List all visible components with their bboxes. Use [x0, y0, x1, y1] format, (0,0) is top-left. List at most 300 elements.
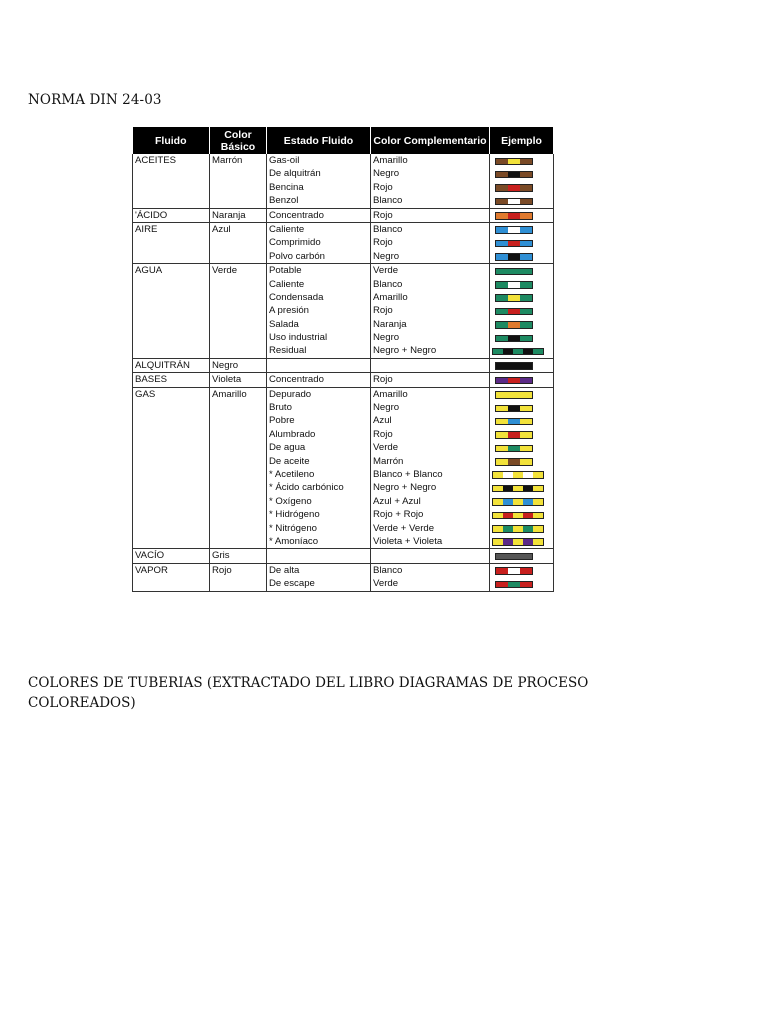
pipe-color-bar	[492, 471, 544, 479]
color-band	[508, 322, 520, 328]
pipe-example-swatch	[490, 388, 553, 401]
estado-fluido-label: De agua	[269, 442, 306, 454]
header-fluido: Fluido	[133, 127, 210, 154]
pipe-example-swatch	[490, 564, 553, 577]
color-band	[493, 486, 503, 492]
estado-fluido-label: Caliente	[269, 278, 305, 290]
color-basico-cell	[210, 222, 267, 263]
color-band	[508, 336, 520, 342]
header-color-basico: Color Básico	[210, 127, 267, 154]
pipe-color-bar	[495, 158, 533, 166]
ejemplo-cell	[490, 387, 554, 549]
color-complementario-label: Blanco	[373, 223, 403, 235]
estado-fluido-label: Gas-oil	[269, 155, 300, 166]
color-band	[508, 419, 520, 425]
color-band	[508, 406, 520, 412]
color-basico-label: Amarillo	[212, 388, 247, 400]
color-band	[520, 241, 532, 247]
color-complementario-label: Negro	[373, 402, 400, 414]
color-complementario-label: Azul + Azul	[373, 495, 421, 507]
color-basico-cell	[210, 563, 267, 591]
color-band	[520, 295, 532, 301]
fluido-cell	[133, 358, 210, 372]
pipe-example-swatch	[490, 223, 553, 236]
color-complementario-cell	[371, 563, 490, 591]
estado-fluido-label: De alquitrán	[269, 168, 321, 180]
estado-fluido-label	[269, 359, 368, 372]
pipe-example-swatch	[490, 481, 553, 494]
color-band	[513, 486, 523, 492]
color-complementario-label: Negro + Negro	[373, 482, 437, 494]
color-band	[513, 472, 523, 478]
color-band	[513, 499, 523, 505]
color-band	[520, 185, 532, 191]
estado-fluido-cell	[267, 373, 371, 387]
color-complementario-label: Blanco	[373, 564, 403, 576]
color-complementario-label: Verde + Verde	[373, 522, 435, 534]
pipe-color-bar	[495, 335, 533, 343]
color-band	[493, 349, 503, 355]
color-band	[496, 432, 508, 438]
color-band	[496, 213, 508, 219]
color-basico-label: Azul	[212, 223, 231, 235]
color-complementario-label: Marrón	[373, 455, 404, 467]
table-row	[133, 222, 554, 263]
color-band	[496, 336, 508, 342]
estado-fluido-label	[269, 549, 368, 562]
color-basico-label: Violeta	[212, 374, 242, 386]
pipe-color-bar	[495, 553, 533, 561]
table-row	[133, 208, 554, 222]
estado-fluido-label: * Acetileno	[269, 468, 315, 480]
pipe-example-swatch	[490, 304, 553, 317]
fluido-cell	[133, 264, 210, 359]
color-band	[496, 254, 508, 260]
color-complementario-cell	[371, 222, 490, 263]
color-band	[503, 539, 513, 545]
estado-fluido-label: De alta	[269, 564, 300, 576]
color-complementario-label: Blanco	[373, 278, 403, 290]
estado-fluido-cell	[267, 563, 371, 591]
color-band	[513, 349, 523, 355]
color-band	[496, 159, 508, 165]
color-band	[508, 172, 520, 178]
color-band	[520, 378, 532, 384]
table-row	[133, 264, 554, 359]
color-band	[496, 172, 508, 178]
color-band	[523, 472, 533, 478]
color-band	[503, 349, 513, 355]
pipe-example-swatch	[490, 194, 553, 207]
color-band	[520, 159, 532, 165]
pipe-color-bar	[495, 405, 533, 413]
ejemplo-cell	[490, 373, 554, 387]
pipe-example-swatch	[490, 278, 553, 291]
pipe-color-bar	[495, 362, 533, 370]
color-band	[496, 185, 508, 191]
table-row	[133, 358, 554, 372]
color-complementario-label: Negro	[373, 332, 400, 344]
color-band	[496, 378, 508, 384]
color-band	[496, 582, 508, 588]
pipe-color-bar	[495, 377, 533, 385]
color-band	[508, 282, 520, 288]
color-band	[508, 309, 520, 315]
color-band	[508, 295, 520, 301]
color-band	[496, 392, 508, 398]
color-band	[496, 322, 508, 328]
pipe-color-bar	[495, 171, 533, 179]
estado-fluido-label: * Amoníaco	[269, 535, 319, 547]
fluido-label: BASES	[135, 374, 167, 386]
pipe-color-bar	[495, 198, 533, 206]
color-band	[496, 227, 508, 233]
color-band	[508, 185, 520, 191]
fluido-label: ACEITES	[135, 155, 177, 166]
pipe-color-bar	[495, 253, 533, 261]
color-basico-cell	[210, 208, 267, 222]
color-band	[520, 269, 532, 275]
color-band	[496, 554, 532, 560]
ejemplo-cell	[490, 549, 554, 563]
estado-fluido-label: Condensada	[269, 291, 324, 303]
pipe-color-bar	[492, 485, 544, 493]
color-band	[496, 295, 508, 301]
pipe-color-bar	[495, 212, 533, 220]
color-band	[533, 539, 543, 545]
color-basico-cell	[210, 264, 267, 359]
color-band	[508, 568, 520, 574]
pipe-example-swatch	[490, 549, 553, 562]
pipe-example-swatch	[490, 468, 553, 481]
color-band	[520, 336, 532, 342]
pipe-color-bar	[495, 445, 533, 453]
pipe-example-swatch	[490, 291, 553, 304]
color-band	[520, 282, 532, 288]
color-complementario-cell	[371, 208, 490, 222]
color-complementario-label: Negro + Negro	[373, 345, 437, 357]
estado-fluido-label: Bruto	[269, 402, 292, 414]
color-complementario-label: Rojo	[373, 305, 393, 317]
estado-fluido-label: Depurado	[269, 388, 312, 400]
document-caption: COLORES DE TUBERIAS (EXTRACTADO DEL LIBRO DIAGRAMAS DE PROCESO COLOREADOS)	[28, 675, 589, 711]
fluido-label: GAS	[135, 388, 156, 400]
color-complementario-label: Rojo	[373, 237, 393, 249]
estado-fluido-label: Pobre	[269, 415, 295, 427]
color-basico-cell	[210, 387, 267, 549]
color-band	[493, 513, 503, 519]
color-band	[496, 406, 508, 412]
estado-fluido-label: * Hidrógeno	[269, 509, 320, 521]
pipe-color-bar	[495, 321, 533, 329]
color-band	[520, 213, 532, 219]
pipe-example-swatch	[490, 167, 553, 180]
color-complementario-label: Rojo	[373, 428, 393, 440]
color-basico-cell	[210, 358, 267, 372]
pipe-color-bar	[495, 581, 533, 589]
pipe-color-bar	[492, 512, 544, 520]
color-basico-label: Marrón	[212, 155, 243, 166]
color-complementario-label: Verde	[373, 578, 399, 590]
estado-fluido-cell	[267, 208, 371, 222]
color-complementario-label: Negro	[373, 168, 400, 180]
color-band	[496, 199, 508, 205]
ejemplo-cell	[490, 264, 554, 359]
color-band	[513, 513, 523, 519]
color-band	[520, 459, 532, 465]
color-band	[493, 472, 503, 478]
estado-fluido-label: * Oxígeno	[269, 495, 312, 507]
pipe-example-swatch	[490, 344, 553, 357]
fluido-cell	[133, 387, 210, 549]
color-complementario-label: Rojo	[373, 181, 393, 193]
estado-fluido-label: Residual	[269, 345, 307, 357]
color-band	[508, 199, 520, 205]
color-band	[496, 269, 508, 275]
fluido-label: VAPOR	[135, 564, 168, 576]
pipe-color-bar	[495, 567, 533, 575]
fluido-cell	[133, 222, 210, 263]
color-band	[503, 526, 513, 532]
color-band	[496, 241, 508, 247]
pipe-example-swatch	[490, 577, 553, 590]
estado-fluido-label: Concentrado	[269, 209, 324, 221]
ejemplo-cell	[490, 208, 554, 222]
color-band	[503, 486, 513, 492]
estado-fluido-label: Comprimido	[269, 237, 321, 249]
color-band	[508, 269, 520, 275]
color-band	[503, 499, 513, 505]
color-band	[496, 309, 508, 315]
color-band	[496, 419, 508, 425]
color-band	[520, 322, 532, 328]
color-band	[520, 582, 532, 588]
color-complementario-label: Amarillo	[373, 155, 408, 166]
pipe-color-bar	[492, 538, 544, 546]
pipe-color-bar	[492, 498, 544, 506]
estado-fluido-label: Polvo carbón	[269, 250, 325, 262]
estado-fluido-cell	[267, 387, 371, 549]
color-band	[508, 582, 520, 588]
document-heading: NORMA DIN 24-03	[28, 92, 162, 108]
fluido-label: 'ÁCIDO	[135, 209, 168, 221]
table-row	[133, 549, 554, 563]
header-ejemplo: Ejemplo	[490, 127, 554, 154]
color-band	[508, 241, 520, 247]
color-basico-label: Verde	[212, 265, 238, 277]
color-complementario-label: Naranja	[373, 318, 407, 330]
color-band	[513, 526, 523, 532]
color-band	[508, 159, 520, 165]
color-complementario-label	[373, 359, 487, 372]
ejemplo-cell	[490, 154, 554, 208]
estado-fluido-label: * Ácido carbónico	[269, 482, 344, 494]
estado-fluido-cell	[267, 222, 371, 263]
pipe-example-swatch	[490, 441, 553, 454]
color-complementario-cell	[371, 373, 490, 387]
color-complementario-cell	[371, 264, 490, 359]
color-basico-label: Naranja	[212, 209, 246, 221]
pipe-color-bar	[495, 391, 533, 399]
table-header-row	[133, 127, 554, 154]
estado-fluido-label: A presión	[269, 305, 310, 317]
color-band	[523, 349, 533, 355]
color-band	[520, 446, 532, 452]
pipe-example-swatch	[490, 236, 553, 249]
fluido-cell	[133, 154, 210, 208]
color-band	[520, 199, 532, 205]
color-band	[520, 568, 532, 574]
pipe-example-swatch	[490, 428, 553, 441]
fluido-cell	[133, 373, 210, 387]
color-complementario-label	[373, 549, 487, 562]
color-band	[493, 499, 503, 505]
pipe-color-bar	[495, 458, 533, 466]
color-band	[493, 526, 503, 532]
color-basico-label: Gris	[212, 550, 230, 562]
color-band	[533, 499, 543, 505]
pipe-color-table	[132, 127, 554, 592]
color-band	[503, 472, 513, 478]
color-basico-label: Negro	[212, 359, 239, 371]
estado-fluido-label: De escape	[269, 578, 315, 590]
color-band	[496, 459, 508, 465]
color-band	[520, 432, 532, 438]
pipe-color-bar	[495, 308, 533, 316]
pipe-color-bar	[495, 431, 533, 439]
fluido-cell	[133, 208, 210, 222]
estado-fluido-label: Potable	[269, 265, 302, 277]
estado-fluido-cell	[267, 358, 371, 372]
pipe-color-bar	[495, 294, 533, 302]
pipe-example-swatch	[490, 331, 553, 344]
pipe-color-bar	[492, 525, 544, 533]
color-band	[496, 446, 508, 452]
color-band	[533, 486, 543, 492]
table-row	[133, 387, 554, 549]
fluido-cell	[133, 549, 210, 563]
pipe-example-swatch	[490, 209, 553, 222]
color-basico-cell	[210, 154, 267, 208]
color-complementario-label: Rojo + Rojo	[373, 509, 424, 521]
color-complementario-label: Verde	[373, 442, 399, 454]
color-band	[493, 539, 503, 545]
pipe-color-bar	[495, 240, 533, 248]
color-band	[533, 513, 543, 519]
table-row	[133, 154, 554, 208]
fluido-label: ALQUITRÁN	[135, 359, 190, 371]
pipe-example-swatch	[490, 250, 553, 263]
color-band	[508, 446, 520, 452]
estado-fluido-label: Uso industrial	[269, 332, 328, 344]
color-band	[520, 254, 532, 260]
color-complementario-cell	[371, 549, 490, 563]
color-band	[533, 349, 543, 355]
color-band	[520, 309, 532, 315]
estado-fluido-label: De aceite	[269, 455, 310, 467]
color-band	[508, 459, 520, 465]
pipe-example-swatch	[490, 318, 553, 331]
fluido-label: AGUA	[135, 265, 163, 277]
ejemplo-cell	[490, 563, 554, 591]
estado-fluido-cell	[267, 549, 371, 563]
color-complementario-label: Amarillo	[373, 388, 408, 400]
color-band	[508, 378, 520, 384]
color-complementario-label: Azul	[373, 415, 392, 427]
pipe-color-bar	[492, 348, 544, 356]
color-complementario-label: Blanco + Blanco	[373, 468, 443, 480]
header-color-complementario: Color Complementario	[371, 127, 490, 154]
ejemplo-cell	[490, 358, 554, 372]
pipe-color-bar	[495, 418, 533, 426]
color-band	[533, 472, 543, 478]
color-complementario-label: Blanco	[373, 195, 403, 207]
color-complementario-label: Amarillo	[373, 291, 408, 303]
pipe-example-swatch	[490, 414, 553, 427]
pipe-color-bar	[495, 226, 533, 234]
ejemplo-cell	[490, 222, 554, 263]
pipe-color-bar	[495, 268, 533, 276]
pipe-color-bar	[495, 184, 533, 192]
pipe-example-swatch	[490, 359, 553, 372]
color-band	[520, 406, 532, 412]
fluido-label: VACÍO	[135, 550, 165, 562]
table-row	[133, 563, 554, 591]
color-band	[513, 539, 523, 545]
color-complementario-label: Rojo	[373, 374, 393, 386]
pipe-example-swatch	[490, 522, 553, 535]
pipe-example-swatch	[490, 154, 553, 167]
estado-fluido-label: Bencina	[269, 181, 304, 193]
color-complementario-label: Verde	[373, 265, 399, 277]
color-band	[523, 539, 533, 545]
table-row	[133, 373, 554, 387]
color-band	[508, 432, 520, 438]
fluido-label: AIRE	[135, 223, 158, 235]
color-band	[496, 568, 508, 574]
estado-fluido-label: Benzol	[269, 195, 299, 207]
color-band	[508, 254, 520, 260]
estado-fluido-label: Alumbrado	[269, 428, 316, 440]
header-estado-fluido: Estado Fluido	[267, 127, 371, 154]
color-basico-label: Rojo	[212, 564, 232, 576]
estado-fluido-label: Salada	[269, 318, 299, 330]
color-band	[520, 172, 532, 178]
fluido-cell	[133, 563, 210, 591]
estado-fluido-label: Caliente	[269, 223, 305, 235]
pipe-color-bar	[495, 281, 533, 289]
estado-fluido-label: Concentrado	[269, 374, 324, 386]
color-complementario-cell	[371, 358, 490, 372]
pipe-example-swatch	[490, 495, 553, 508]
pipe-example-swatch	[490, 455, 553, 468]
color-complementario-label: Violeta + Violeta	[373, 535, 443, 547]
color-band	[508, 392, 520, 398]
estado-fluido-label: * Nitrógeno	[269, 522, 317, 534]
color-band	[496, 282, 508, 288]
color-basico-cell	[210, 549, 267, 563]
color-complementario-label: Rojo	[373, 209, 393, 221]
color-band	[523, 486, 533, 492]
color-band	[523, 513, 533, 519]
color-complementario-label: Negro	[373, 250, 400, 262]
color-band	[520, 392, 532, 398]
pipe-example-swatch	[490, 535, 553, 548]
pipe-example-swatch	[490, 264, 553, 277]
color-band	[508, 227, 520, 233]
color-band	[533, 526, 543, 532]
pipe-example-swatch	[490, 181, 553, 194]
